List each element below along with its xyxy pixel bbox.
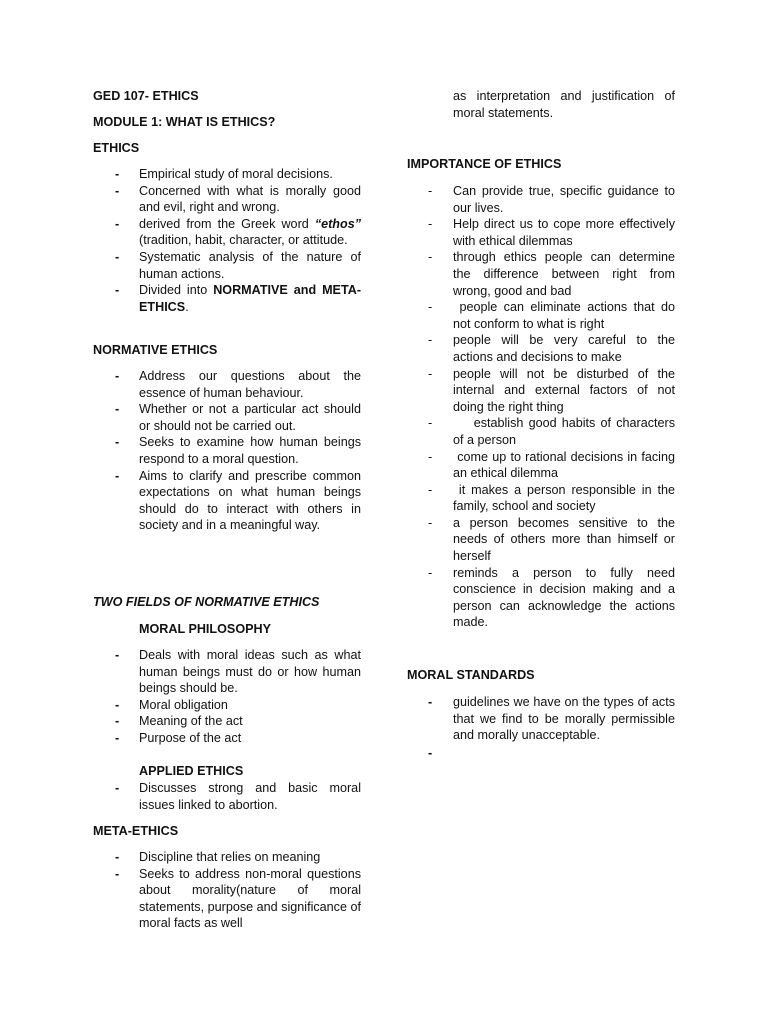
normative-ethics-list — [93, 368, 361, 534]
list-item: - people will be very careful to the actions and decisions to make — [428, 333, 675, 364]
bullet-dash: - — [115, 781, 120, 795]
bullet-dash: - — [428, 695, 433, 709]
list-item: - Concerned with what is morally good and evil, right and wrong. — [115, 183, 361, 215]
bullet-dash: - — [115, 850, 120, 864]
bullet-dash: - — [428, 482, 433, 497]
continuation-text: as interpretation and justification of moral statements. — [453, 89, 675, 120]
list-item: - people will not be disturbed of the internal and external factors of not doing the right thing — [428, 366, 675, 414]
bullet-dash: - — [428, 217, 433, 232]
list-item: - through ethics people can determine the difference between right from wrong, good and bad — [428, 250, 675, 298]
meta-ethics-list — [93, 849, 361, 932]
list-item: - Empirical study of moral decisions. — [115, 167, 333, 181]
bullet-dash: - — [115, 167, 120, 181]
list-item: - Can provide true, specific guidance to our lives. — [428, 184, 675, 215]
bullet-dash: - — [428, 300, 433, 315]
list-item: - Moral obligation — [115, 697, 228, 712]
bullet-dash: - — [115, 468, 120, 483]
ethics-heading: ETHICS — [93, 141, 140, 155]
bullet-dash: - — [428, 184, 433, 198]
list-item: - Aims to clarify and prescribe common expectations on what human beings should do to interact with others in society and in a meaningful way. — [115, 468, 361, 533]
list-item: - establish good habits of characters of a person — [428, 416, 679, 447]
list-item: - Help direct us to cope more effectively with ethical dilemmas — [428, 217, 675, 248]
bullet-dash: - — [428, 565, 433, 580]
list-item: - it makes a person responsible in the family, school and society — [428, 482, 679, 514]
bullet-dash: - — [115, 369, 120, 383]
ethics-list — [93, 166, 361, 315]
applied-ethics-heading: APPLIED ETHICS — [139, 764, 244, 778]
bullet-dash: - — [115, 402, 120, 417]
importance-list — [407, 183, 679, 631]
list-item: - come up to rational decisions in facing an ethical dilemma — [428, 449, 679, 481]
list-item: - Divided into NORMATIVE and META-ETHICS. — [115, 283, 362, 314]
list-item: - people can eliminate actions that do not conform to what is right — [428, 300, 679, 331]
bullet-dash: - — [428, 449, 433, 464]
bullet-dash: - — [428, 745, 433, 760]
list-item: - guidelines we have on the types of acts that we find to be morally permissible and morally unacceptable. — [428, 695, 675, 743]
list-item: - Seeks to examine how human beings respond to a moral question. — [115, 435, 361, 466]
list-item: - reminds a person to fully need conscience in decision making and a person can acknowledge the actions made. — [428, 565, 675, 630]
bullet-dash: - — [115, 866, 120, 881]
list-item: - Discusses strong and basic moral issues linked to abortion. — [115, 781, 361, 812]
course-title: GED 107- ETHICS — [93, 89, 199, 103]
bullet-dash: - — [115, 435, 120, 450]
bullet-dash: - — [115, 283, 120, 298]
bullet-dash: - — [115, 714, 120, 729]
module-title: MODULE 1: WHAT IS ETHICS? — [93, 115, 276, 129]
bullet-dash: - — [428, 250, 433, 265]
list-item: - a person becomes sensitive to the needs of others more than himself or herself — [428, 515, 675, 564]
bullet-dash: - — [428, 416, 433, 431]
list-item: - derived from the Greek word “ethos” (tradition, habit, character, or attitude. — [115, 216, 361, 248]
bullet-dash: - — [115, 697, 120, 712]
list-item: - Purpose of the act — [115, 730, 242, 745]
applied-ethics-list — [93, 780, 361, 813]
meta-ethics-heading: META-ETHICS — [93, 824, 179, 838]
two-fields-heading: TWO FIELDS OF NORMATIVE ETHICS — [93, 595, 320, 609]
list-item — [407, 745, 675, 762]
list-item: - Seeks to address non-moral questions about morality(nature of moral statements, purpose and significance of moral facts as well — [115, 866, 361, 931]
list-item: - Discipline that relies on meaning — [115, 850, 321, 864]
list-item: - Address our questions about the essence of human behaviour. — [115, 369, 361, 400]
bullet-dash: - — [115, 183, 120, 198]
bullet-dash: - — [428, 515, 433, 530]
moral-standards-heading: MORAL STANDARDS — [407, 668, 535, 682]
bullet-dash: - — [115, 648, 120, 662]
moral-standards-list — [407, 694, 675, 761]
list-item: - Whether or not a particular act should or should not be carried out. — [115, 402, 361, 433]
moral-philosophy-heading: MORAL PHILOSOPHY — [139, 622, 272, 636]
bullet-dash: - — [428, 366, 433, 381]
importance-heading: IMPORTANCE OF ETHICS — [407, 157, 562, 171]
normative-ethics-heading: NORMATIVE ETHICS — [93, 343, 218, 357]
list-item: - Meaning of the act — [115, 714, 243, 729]
moral-philosophy-list — [93, 647, 361, 747]
bullet-dash: - — [428, 333, 433, 348]
list-item: - Deals with moral ideas such as what human beings must do or how human beings should be. — [115, 648, 361, 696]
bullet-dash: - — [115, 216, 120, 231]
list-item: - Systematic analysis of the nature of human actions. — [115, 249, 361, 281]
bullet-dash: - — [115, 249, 120, 264]
bullet-dash: - — [115, 730, 120, 745]
ethos-term: “ethos” — [314, 216, 361, 231]
